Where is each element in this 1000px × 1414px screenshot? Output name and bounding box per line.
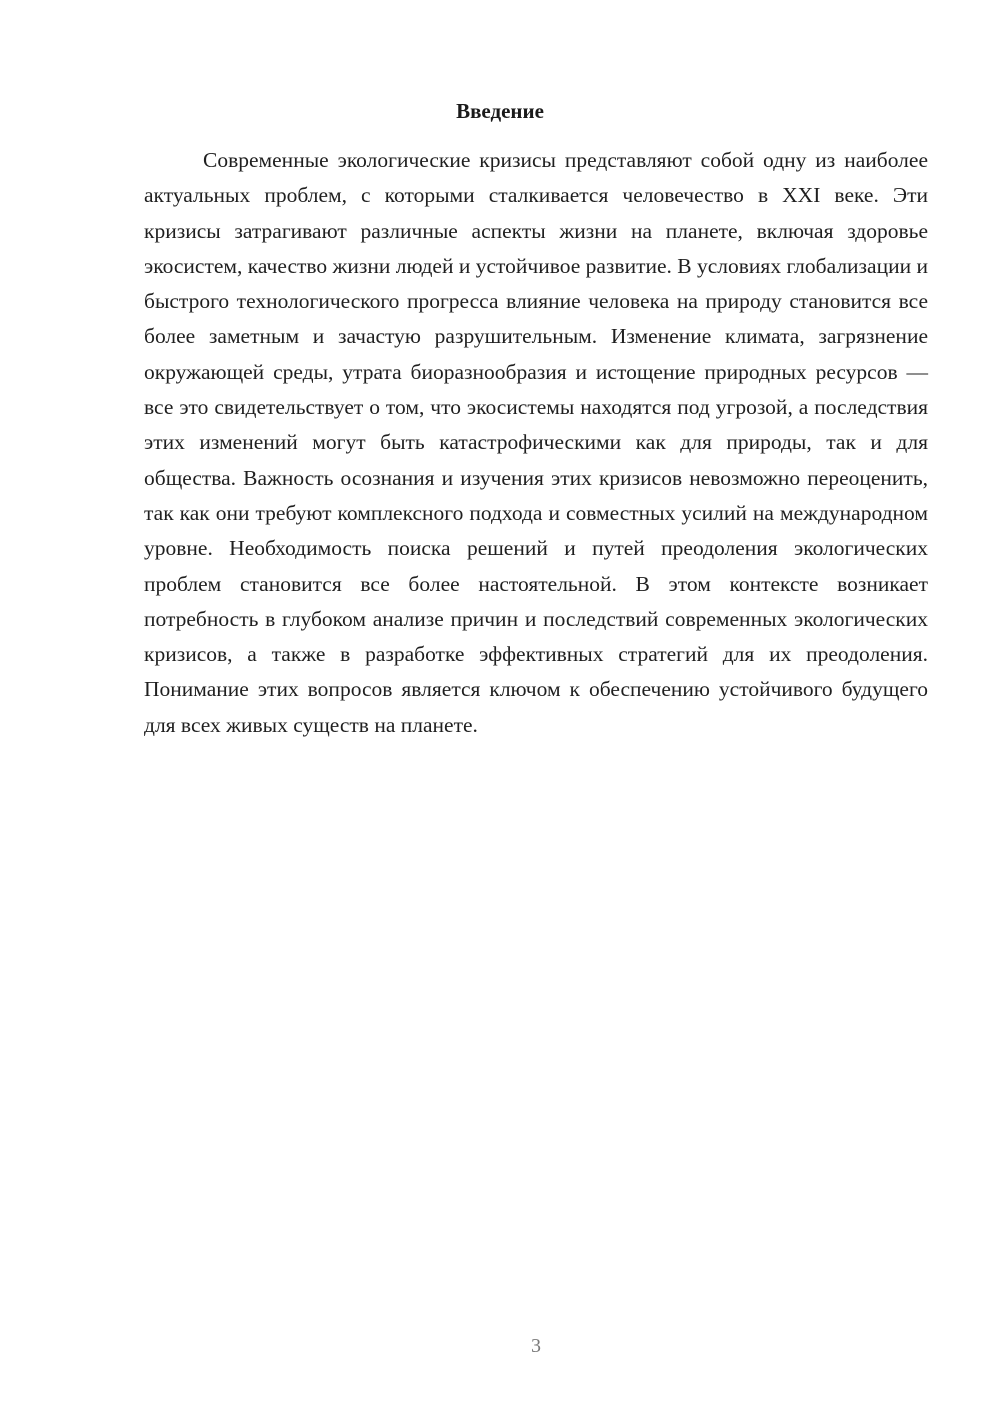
intro-paragraph: Современные экологические кризисы представляют собой одну из наиболее актуальных проблем, с которыми сталкивается человечество в XXI веке. Эти кризисы затрагивают различные аспекты жизни на планете, включая здоровье экосистем, качество жизни людей и устойчивое развитие. В условиях глобализации и быстрого технологического прогресса влияние человека на природу становится все более заметным и зачастую разрушительным. Изменение климата, загрязнение окружающей среды, утрата биоразнообразия и истощение природных ресурсов — все это свидетельствует о том, что экосистемы находятся под угрозой, а последствия этих изменений могут быть катастрофическими как для природы, так и для общества. Важность осознания и изучения этих кризисов невозможно переоценить, так как они требуют комплексного подхода и совместных усилий на международном уровне. Необходимость поиска решений и путей преодоления экологических проблем становится все более настоятельной. В этом контексте возникает потребность в глубоком анализе причин и последствий современных экологических кризисов, а также в разработке эффективных стратегий для их преодоления. Понимание этих вопросов является ключом к обеспечению устойчивого будущего для всех живых существ на планете. xyxy=(144,148,928,737)
page-number: 3 xyxy=(531,1335,541,1357)
section-heading: Введение xyxy=(456,99,544,123)
